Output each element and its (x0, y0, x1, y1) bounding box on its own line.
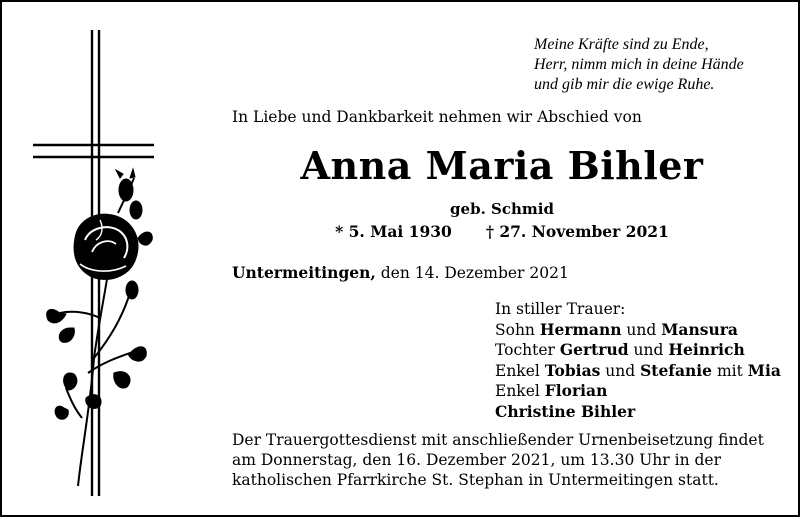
mourner-relation: Sohn (495, 320, 540, 339)
mourner-name: Gertrud (559, 340, 629, 359)
mourner-name: Stefanie (640, 360, 713, 380)
mourner-name: Mansura (661, 319, 738, 339)
mourner-row (495, 320, 781, 341)
intro-text: In Liebe und Dankbarkeit nehmen wir Abschied von (232, 108, 642, 126)
place-name: Untermeitingen, (232, 263, 376, 282)
life-dates (232, 222, 772, 241)
mourner-row (495, 340, 781, 361)
place-date-line (232, 263, 569, 282)
verse-line: Herr, nimm mich in deine Hände (534, 56, 744, 73)
notice-date: den 14. Dezember 2021 (375, 264, 569, 282)
mourner-name: Heinrich (668, 340, 745, 359)
maiden-name: geb. Schmid (450, 200, 554, 218)
mourner-name: Hermann (539, 319, 622, 339)
mourner-relation: mit (712, 361, 748, 380)
mourner-relation: und (628, 341, 669, 359)
mourner-relation: und (621, 320, 662, 339)
mourner-name: Mia (747, 360, 781, 380)
mourner-name: Christine Bihler (495, 401, 636, 421)
service-announcement (232, 430, 764, 490)
mourner-name: Florian (544, 381, 608, 400)
death-date: † 27. November 2021 (485, 222, 669, 241)
mourners-list (495, 300, 781, 422)
rose-bloom (74, 214, 138, 279)
mourner-relation: Tochter (495, 341, 560, 359)
service-line: katholischen Pfarrkirche St. Stephan in Untermeitingen statt. (232, 471, 719, 489)
mourner-relation: Enkel (495, 361, 545, 380)
mourner-row (495, 381, 781, 402)
service-line: Der Trauergottesdienst mit anschließender Urnenbeisetzung findet (232, 431, 764, 449)
mourner-row (495, 402, 781, 423)
poem-verse (534, 35, 794, 95)
mourner-relation: Enkel (495, 382, 545, 400)
deceased-name: Anna Maria Bihler (300, 143, 704, 188)
service-line: am Donnerstag, den 16. Dezember 2021, um 13.30 Uhr in der (232, 451, 721, 469)
mourners-heading: In stiller Trauer: (495, 300, 626, 318)
mourner-name: Tobias (544, 360, 601, 380)
mourner-row (495, 361, 781, 382)
verse-line: Meine Kräfte sind zu Ende, (534, 36, 709, 53)
verse-line: und gib mir die ewige Ruhe. (534, 76, 715, 93)
birth-date: * 5. Mai 1930 (335, 222, 452, 241)
cross-with-rose-icon (30, 28, 160, 498)
mourner-relation: und (600, 361, 641, 380)
